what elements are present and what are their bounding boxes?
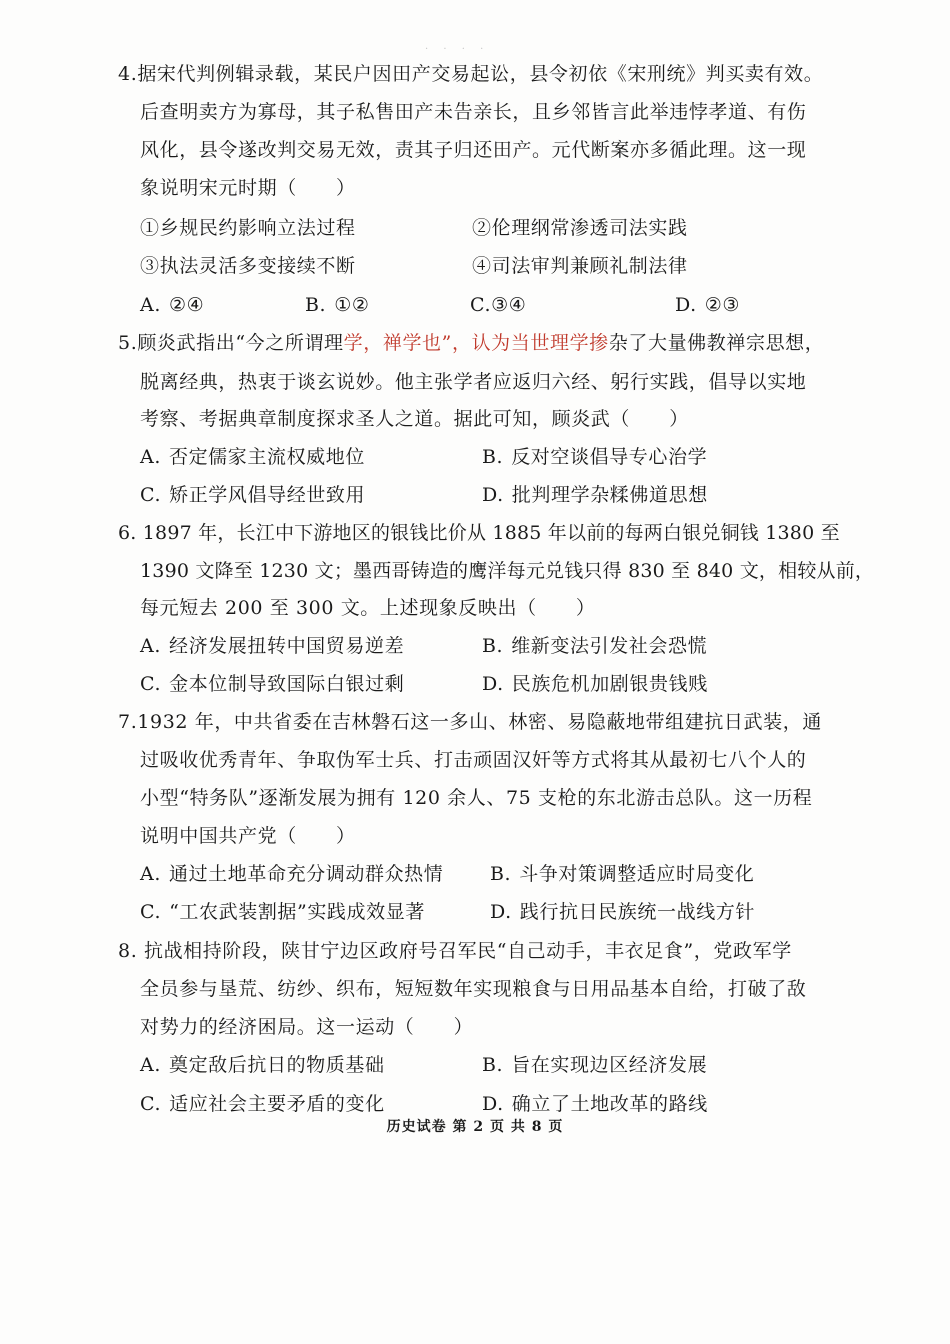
option-text: 践行抗日民族统一战线方针 xyxy=(519,901,755,923)
option-letter: C. xyxy=(470,294,492,316)
option-text: 奠定敌后抗日的物质基础 xyxy=(168,1054,385,1076)
q6-stem-line-1: 6. 1897 年，长江中下游地区的银钱比价从 1885 年以前的每两白银兑铜钱 1380 至 xyxy=(118,522,840,544)
q4-option-a[interactable] xyxy=(140,293,204,317)
option-text: ③④ xyxy=(491,294,527,316)
q4-statement-2: ②伦理纲常渗透司法实践 xyxy=(472,217,688,239)
option-letter: A. xyxy=(140,294,161,316)
q4-stem-line-2: 后查明卖方为寡母，其子私售田产未告亲长，且乡邻皆言此举违悖孝道、有伤 xyxy=(140,101,807,123)
option-letter: B. xyxy=(490,863,512,885)
option-letter: D. xyxy=(482,1093,504,1115)
option-letter: C. xyxy=(140,673,162,695)
q5-stem-line-1 xyxy=(118,331,824,355)
q5-option-a[interactable] xyxy=(140,445,365,469)
q4-stem-line-4: 象说明宋元时期（ ） xyxy=(140,177,356,199)
option-letter: D. xyxy=(482,484,504,506)
option-letter: A. xyxy=(140,635,161,657)
q4-statement-4: ④司法审判兼顾礼制法律 xyxy=(472,255,688,277)
option-text: 通过土地革命充分调动群众热情 xyxy=(168,863,444,885)
option-letter: B. xyxy=(305,294,327,316)
q7-option-a[interactable] xyxy=(140,862,443,886)
option-text: 否定儒家主流权威地位 xyxy=(168,446,365,468)
option-letter: A. xyxy=(140,863,161,885)
option-letter: A. xyxy=(140,446,161,468)
q8-option-d[interactable] xyxy=(482,1092,708,1116)
option-letter: A. xyxy=(140,1054,161,1076)
option-letter: D. xyxy=(482,673,504,695)
q8-stem-line-1: 8. 抗战相持阶段，陕甘宁边区政府号召军民“自己动手，丰衣足食”，党政军学 xyxy=(118,940,792,962)
option-letter: C. xyxy=(140,484,162,506)
option-text: 矫正学风倡导经世致用 xyxy=(169,484,366,506)
option-text: 旨在实现边区经济发展 xyxy=(511,1054,708,1076)
q6-option-b[interactable] xyxy=(482,634,707,658)
q7-stem-line-1: 7.1932 年，中共省委在吉林磐石这一多山、林密、易隐蔽地带组建抗日武装，通 xyxy=(118,711,822,733)
option-text: 确立了土地改革的路线 xyxy=(511,1093,708,1115)
option-letter: D. xyxy=(675,294,697,316)
q6-option-d[interactable] xyxy=(482,672,708,696)
q7-option-c[interactable] xyxy=(140,900,425,924)
q6-stem-line-3: 每元短去 200 至 300 文。上述现象反映出（ ） xyxy=(140,597,596,619)
q8-stem-line-3: 对势力的经济困局。这一运动（ ） xyxy=(140,1016,474,1038)
q8-option-b[interactable] xyxy=(482,1053,707,1077)
q4-statement-1: ①乡规民约影响立法过程 xyxy=(140,217,356,239)
option-letter: C. xyxy=(140,1093,162,1115)
q6-stem-line-2: 1390 文降至 1230 文；墨西哥铸造的鹰洋每元兑钱只得 830 至 840 文，相较从前， xyxy=(140,560,875,582)
q7-stem-line-2: 过吸收优秀青年、争取伪军士兵、打击顽固汉奸等方式将其从最初七八个人的 xyxy=(140,749,807,771)
q7-option-b[interactable] xyxy=(490,862,754,886)
q4-option-c[interactable] xyxy=(470,293,526,317)
page-footer: 历史试卷 第 2 页 共 8 页 xyxy=(386,1119,564,1135)
q5-stem-line-3: 考察、考据典章制度探求圣人之道。据此可知，顾炎武（ ） xyxy=(140,408,689,430)
q7-stem-line-3: 小型“特务队”逐渐发展为拥有 120 余人、75 支枪的东北游击总队。这一历程 xyxy=(140,787,813,809)
q8-option-a[interactable] xyxy=(140,1053,385,1077)
q7-stem-line-4: 说明中国共产党（ ） xyxy=(140,825,356,847)
q5-stem-line-2: 脱离经典，热衷于谈玄说妙。他主张学者应返归六经、躬行实践，倡导以实地 xyxy=(140,371,807,393)
q4-stem-line-3: 风化，县令遂改判交易无效，责其子归还田产。元代断案亦多循此理。这一现 xyxy=(140,139,807,161)
option-letter: B. xyxy=(482,635,504,657)
q5-stem-part-3: 杂了大量佛教禅宗思想， xyxy=(608,332,825,354)
option-text: ②③ xyxy=(704,294,741,316)
option-text: ①② xyxy=(334,294,370,316)
q4-option-d[interactable] xyxy=(675,293,740,317)
scan-artifact: · · · · xyxy=(425,44,490,55)
option-text: 金本位制导致国际白银过剩 xyxy=(169,673,405,695)
option-text: 民族危机加剧银贵钱贱 xyxy=(511,673,708,695)
option-letter: C. xyxy=(140,901,162,923)
q6-option-c[interactable] xyxy=(140,672,404,696)
q5-stem-part-2-highlight: 学，禅学也”，认为当世理学掺 xyxy=(343,332,609,354)
option-text: 批判理学杂糅佛道思想 xyxy=(511,484,708,506)
q8-option-c[interactable] xyxy=(140,1092,385,1116)
option-text: ②④ xyxy=(168,294,205,316)
q4-statement-3: ③执法灵活多变接续不断 xyxy=(140,255,356,277)
q7-option-d[interactable] xyxy=(490,900,755,924)
q4-option-b[interactable] xyxy=(305,293,369,317)
q5-option-b[interactable] xyxy=(482,445,707,469)
q5-option-c[interactable] xyxy=(140,483,365,507)
option-text: 维新变法引发社会恐慌 xyxy=(511,635,708,657)
option-letter: B. xyxy=(482,1054,504,1076)
q8-stem-line-2: 全员参与垦荒、纺纱、织布，短短数年实现粮食与日用品基本自给，打破了敌 xyxy=(140,978,807,1000)
option-text: 反对空谈倡导专心治学 xyxy=(511,446,708,468)
option-letter: D. xyxy=(490,901,512,923)
q6-option-a[interactable] xyxy=(140,634,404,658)
option-text: “工农武装割据”实践成效显著 xyxy=(169,901,425,923)
q4-stem-line-1: 4.据宋代判例辑录载，某民户因田产交易起讼，县令初依《宋刑统》判买卖有效。 xyxy=(118,63,824,85)
option-text: 适应社会主要矛盾的变化 xyxy=(169,1093,385,1115)
option-letter: B. xyxy=(482,446,504,468)
option-text: 斗争对策调整适应时局变化 xyxy=(519,863,755,885)
option-text: 经济发展扭转中国贸易逆差 xyxy=(168,635,405,657)
q5-option-d[interactable] xyxy=(482,483,708,507)
q5-stem-part-1: 5.顾炎武指出“今之所谓理 xyxy=(118,332,344,354)
